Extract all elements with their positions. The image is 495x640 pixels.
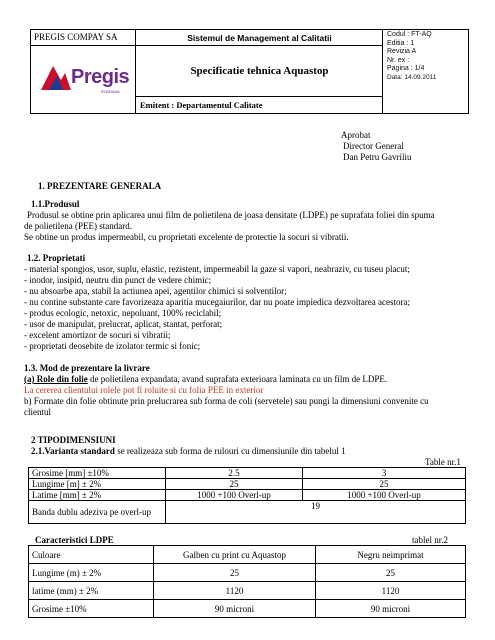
table-cell: Latime [mm] ± 2% — [29, 490, 166, 501]
property-item: - usor de manipulat, prelucrat, aplicat, stantat, perforat; — [24, 319, 223, 329]
delivery-b-2: clientul — [24, 407, 51, 417]
table-cell: Galben cu print cu Aquastop — [154, 546, 316, 564]
property-item: - nu absoarbe apa, stabil la actiunea apei, agentilor chimici si solventilor; — [24, 286, 287, 296]
table-cell: 1000 +100 Overl-up — [303, 490, 466, 501]
product-text-1a: Produsul se obtine prin aplicarea unui film de polietilena de joasa densitate (LDPE) pe suprafata foliei din spuma — [27, 210, 435, 220]
table-cell: Grosime ±10% — [29, 600, 154, 618]
company-cell — [31, 30, 136, 46]
table-cell: 1120 — [154, 582, 316, 600]
doc-date: Data: 14.09.2011 — [387, 73, 437, 81]
logo-text: Pregis — [71, 66, 130, 88]
table-row — [29, 501, 466, 524]
table2-label: tablel nr.2 — [412, 535, 448, 545]
table-row — [29, 546, 466, 564]
property-item: - proprietati deosebite de izolator termic si fonic; — [24, 341, 201, 351]
table-cell: 90 microni — [154, 600, 316, 618]
approval-role: Director General — [343, 141, 404, 151]
system-cell — [136, 30, 383, 46]
company-name: PREGIS COMPAY SA — [34, 32, 118, 42]
ldpe-heading: Caracteristici LDPE — [35, 535, 114, 545]
table-cell: Culoare — [29, 546, 154, 564]
doc-revision: Revizia A — [387, 48, 417, 56]
table-cell: Grosime [mm] ±10% — [29, 468, 166, 479]
delivery-a-label: (a) Role din folie — [24, 374, 88, 384]
table-cell: 19 — [166, 501, 466, 524]
approval-name: Dan Petru Gavriliu — [343, 152, 412, 162]
table-cell: 1120 — [316, 582, 466, 600]
property-item: - material spongios, usor, suplu, elastic, rezistent, impermeabil la gaze si vapori, neabraziv, cu tuseu placut; — [24, 264, 410, 274]
delivery-heading: 1.3. Mod de prezentare la livrare — [24, 363, 150, 373]
section2-title: 2 TIPODIMENSIUNI — [31, 435, 116, 445]
delivery-a-text: de polietilena expandata, avand suprafata exterioara laminata cu un film de LDPE. — [87, 374, 388, 384]
table-row — [29, 582, 466, 600]
table-cell: 25 — [166, 479, 303, 490]
product-text-2: Se obtine un produs impermeabil, cu proprietati excelente de protectie la socuri si vibratii. — [24, 232, 349, 242]
table-cell: 3 — [303, 468, 466, 479]
doc-code: Codul : FT-AQ — [387, 31, 432, 38]
section1-title: 1. PREZENTARE GENERALA — [38, 181, 162, 191]
table-cell: Negru neimprimat — [316, 546, 466, 564]
property-item: - produs ecologic, netoxic, nepoluant, 100% reciclabil; — [24, 308, 222, 318]
table-cell: Banda dublu adeziva pe overl-up — [29, 501, 166, 524]
doc-title: Specificatie tehnica Aquastop — [190, 65, 329, 77]
product-text-1b: de polietilena (PEE) standard. — [24, 221, 132, 231]
table-row — [29, 468, 466, 479]
variant-text: se realizeaza sub forma de rulouri cu dimensiunile din tabelul 1 — [114, 446, 346, 456]
logo-subtext: ROMANIA — [101, 89, 120, 94]
table-cell: 2.5 — [166, 468, 303, 479]
delivery-b-1: b) Formate din folie obtinute prin prelucrarea sub forma de coli (servetele) sau pungi la dimensiuni convenite cu — [24, 396, 429, 406]
title-cell — [136, 46, 383, 97]
table-row — [29, 490, 466, 501]
table-row — [29, 564, 466, 582]
doc-copies: Nr. ex : — [387, 56, 410, 64]
property-item: - nu contine substante care favorizeaza aparitia mucegaiurilor, dar nu poate impiedica dezvoltarea acestora; — [24, 297, 410, 307]
properties-heading: 1.2. Proprietati — [27, 253, 86, 263]
table-row — [29, 479, 466, 490]
issuer: Emitent : Departamentul Calitate — [140, 100, 263, 110]
table-cell: 90 microni — [316, 600, 466, 618]
system-title: Sistemul de Management al Calitatii — [187, 33, 332, 43]
issuer-cell — [136, 97, 383, 113]
document-header — [30, 29, 469, 114]
ldpe-table — [28, 545, 466, 618]
property-item: - inodor, insipid, neutru din punct de vedere chimic; — [24, 275, 212, 285]
approval-label: Aprobat — [341, 130, 371, 140]
doc-edition: Editia : 1 — [387, 39, 415, 47]
delivery-a — [24, 374, 387, 385]
table-cell: 25 — [316, 564, 466, 582]
table-cell: 1000 +100 Overl-up — [166, 490, 303, 501]
table1-label: Table nr.1 — [425, 457, 461, 467]
table-cell: 25 — [303, 479, 466, 490]
delivery-red-note: La cererea clientului rolele pot fi roluite si cu folia PEE in exterior — [24, 385, 264, 395]
variant-line — [31, 446, 346, 457]
doc-meta — [387, 31, 436, 83]
dimensions-table — [28, 467, 466, 524]
product-heading: 1.1.Produsul — [31, 199, 80, 209]
logo-cell — [31, 46, 136, 113]
property-item: - excelent amortizor de socuri si vibratii; — [24, 330, 171, 340]
doc-page: Pagina : 1/4 — [387, 65, 425, 73]
variant-label: 2.1.Varianta standard — [31, 446, 115, 456]
table-cell: 25 — [154, 564, 316, 582]
table-cell: Lungime [m] ± 2% — [29, 479, 166, 490]
table-row — [29, 600, 466, 618]
approval-block — [341, 130, 411, 163]
table-cell: latime (mm) ± 2% — [29, 582, 154, 600]
table-cell: Lungime (m) ± 2% — [29, 564, 154, 582]
